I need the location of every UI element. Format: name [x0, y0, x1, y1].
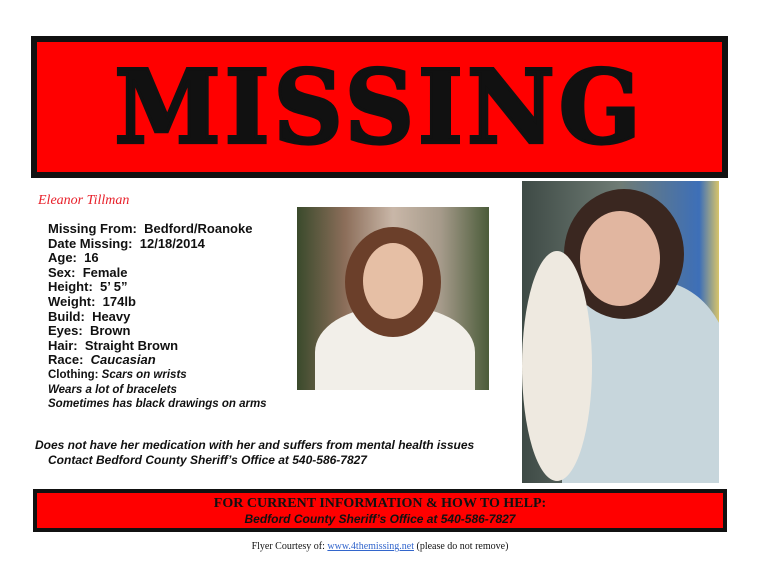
courtesy-suffix: (please do not remove): [416, 541, 509, 552]
detail-row: [48, 222, 267, 237]
detail-row: [48, 353, 267, 368]
detail-value: Bedford/Roanoke: [144, 221, 253, 236]
medical-notice: [35, 438, 474, 468]
clothing-value: Sometimes has black drawings on arms: [48, 398, 267, 411]
detail-value: Brown: [89, 323, 131, 339]
detail-value: Female: [82, 264, 128, 280]
detail-label: Missing From:: [48, 221, 137, 236]
detail-value: Caucasian: [90, 352, 156, 368]
person-name: Eleanor Tillman: [38, 193, 130, 208]
person-details: [48, 222, 267, 412]
detail-row: [48, 280, 267, 295]
clothing-label: Clothing:: [48, 368, 99, 381]
help-contact: Bedford County Sheriff’s Office at 540-586-7827: [244, 512, 516, 526]
detail-value: 12/18/2014: [139, 235, 205, 251]
detail-value: 16: [84, 250, 99, 266]
detail-label: Build:: [48, 308, 85, 324]
detail-row: [48, 266, 267, 281]
detail-label: Height:: [48, 279, 93, 295]
detail-label: Hair:: [48, 337, 78, 353]
photo-with-lamb: [522, 181, 719, 483]
detail-label: Race:: [48, 352, 84, 368]
clothing-value: Scars on wrists: [101, 368, 187, 381]
banner-title: MISSING: [114, 47, 645, 167]
portrait-photo: [297, 207, 489, 390]
detail-value: Heavy: [92, 308, 131, 324]
detail-label: Weight:: [48, 293, 96, 309]
contact-line: Contact Bedford County Sheriff’s Office at 540-586-7827: [48, 453, 367, 467]
notice-line: Does not have her medication with her and suffers from mental health issues: [35, 438, 475, 452]
detail-label: Date Missing:: [48, 235, 133, 251]
detail-row: [48, 295, 267, 310]
detail-row: [48, 237, 267, 252]
detail-value: 174lb: [102, 293, 136, 309]
help-box: [33, 489, 727, 532]
detail-label: Sex:: [48, 264, 76, 280]
detail-label: Eyes:: [48, 323, 83, 339]
courtesy-prefix: Flyer Courtesy of:: [251, 541, 325, 552]
detail-value: Straight Brown: [84, 337, 179, 353]
detail-row: [48, 339, 267, 354]
missing-banner: [31, 36, 728, 178]
detail-value: 5’ 5”: [100, 279, 128, 295]
detail-label: Age:: [48, 250, 77, 266]
website-link[interactable]: www.4themissing.net: [327, 541, 414, 552]
clothing-value: Wears a lot of bracelets: [48, 383, 177, 396]
help-title: FOR CURRENT INFORMATION & HOW TO HELP:: [213, 496, 547, 511]
clothing-line: [48, 368, 267, 383]
detail-row: [48, 324, 267, 339]
flyer-courtesy: [0, 541, 760, 552]
detail-row: [48, 310, 267, 325]
detail-row: [48, 251, 267, 266]
